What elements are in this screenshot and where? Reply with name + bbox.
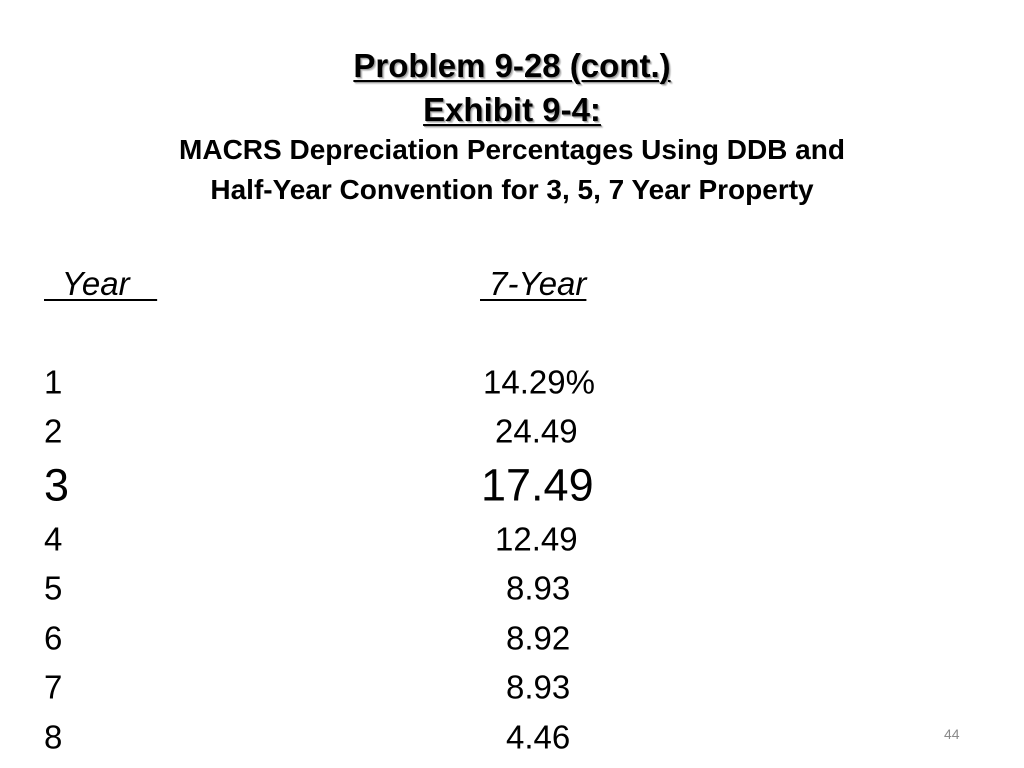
page-number: 44 [944,726,960,742]
year-cell: 6 [44,619,63,657]
exhibit-title: Exhibit 9-4: [423,91,601,128]
table-row [44,564,744,614]
year-cell: 1 [44,363,63,401]
percentage-cell: 17.49 [481,459,594,511]
table-header [44,262,744,308]
year-cell: 7 [44,668,63,706]
percentage-cell: 8.92 [506,619,571,657]
table-row [44,407,744,457]
percentage-cell: 8.93 [506,668,571,706]
percentage-cell: 8.93 [506,569,571,607]
percentage-cell: 12.49 [495,520,578,558]
table-row [44,357,744,407]
title-block [0,44,1024,210]
table-row [44,514,744,564]
year-cell: 5 [44,569,63,607]
year-cell: 4 [44,520,63,558]
column-header-year: Year [44,265,158,302]
subtitle-line-1: MACRS Depreciation Percentages Using DDB and [179,134,845,165]
subtitle-line-2: Half-Year Convention for 3, 5, 7 Year Property [210,174,814,205]
percentage-cell: 24.49 [495,412,578,450]
table-row [44,663,744,713]
depreciation-table [44,262,744,756]
table-body [44,357,744,762]
percentage-cell: 4.46 [506,718,571,756]
table-row [44,613,744,663]
table-row [44,712,744,762]
year-cell: 8 [44,718,63,756]
percentage-cell: 14.29% [483,363,595,401]
year-cell: 3 [44,459,70,511]
slide-title: Problem 9-28 (cont.) [353,47,671,84]
year-cell: 2 [44,412,63,450]
column-header-7-year: 7-Year [480,265,587,302]
table-row [44,456,744,514]
